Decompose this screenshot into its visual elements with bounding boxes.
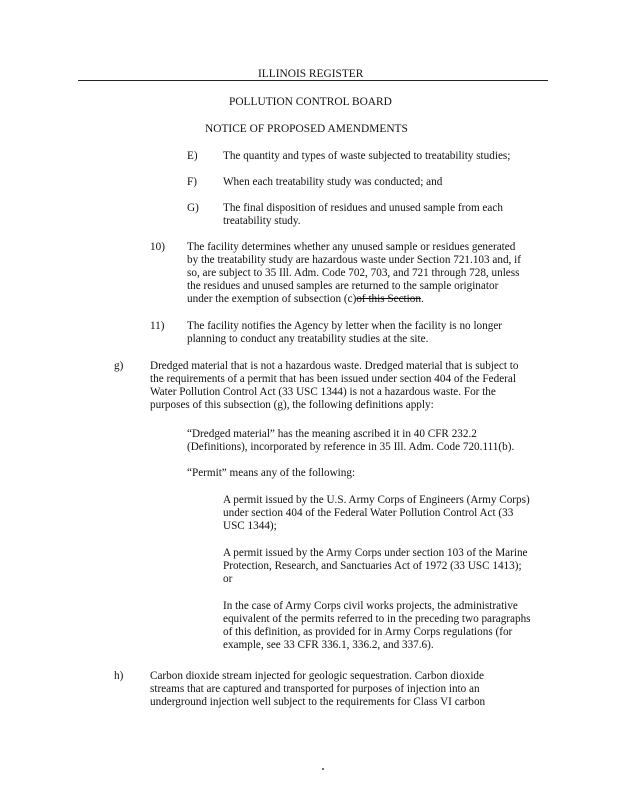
item-g-line: The final disposition of residues and unused sample from each — [223, 202, 503, 214]
struck-text: of this Section — [356, 293, 421, 305]
subsection-h-line: streams that are captured and transported for purposes of injection into an — [150, 683, 480, 695]
item-10-last-line — [187, 293, 424, 306]
scan-speck — [322, 768, 324, 770]
item-11-label: 11) — [150, 320, 165, 332]
header-rule — [78, 80, 548, 81]
subsection-h-line: Carbon dioxide stream injected for geologic sequestration. Carbon dioxide — [150, 670, 484, 682]
item-10-line: the residues and unused samples are returned to the sample originator — [187, 280, 499, 292]
permit-a-line: A permit issued by the U.S. Army Corps of Engineers (Army Corps) — [223, 494, 530, 506]
item-10-label: 10) — [150, 241, 165, 253]
permit-b-line: Protection, Research, and Sanctuaries Act of 1972 (33 USC 1413); — [223, 560, 522, 572]
permit-c-line: In the case of Army Corps civil works projects, the administrative — [223, 600, 518, 612]
notice-title: NOTICE OF PROPOSED AMENDMENTS — [205, 123, 408, 135]
subsection-g-line: Water Pollution Control Act (33 USC 1344) is not a hazardous waste. For the — [150, 386, 496, 398]
subsection-g-line: Dredged material that is not a hazardous waste. Dredged material that is subject to — [150, 360, 519, 372]
item-f-text: When each treatability study was conducted; and — [223, 176, 443, 188]
permit-b-line: or — [223, 573, 233, 585]
item-10-end: . — [420, 293, 424, 305]
permit-b-line: A permit issued by the Army Corps under section 103 of the Marine — [223, 547, 528, 559]
permit-definition: “Permit” means any of the following: — [187, 467, 356, 479]
item-10-line: so, are subject to 35 Ill. Adm. Code 702, 703, and 721 through 728, unless — [187, 267, 520, 279]
item-f-label: F) — [187, 176, 197, 188]
register-title: ILLINOIS REGISTER — [258, 68, 364, 80]
subsection-h-label: h) — [114, 670, 124, 682]
item-e-label: E) — [187, 150, 198, 162]
dredged-definition-line: (Definitions), incorporated by reference in 35 Ill. Adm. Code 720.111(b). — [187, 441, 515, 453]
permit-a-line: under section 404 of the Federal Water Pollution Control Act (33 — [223, 507, 514, 519]
item-g-line: treatability study. — [223, 215, 301, 227]
permit-c-line: example, see 33 CFR 336.1, 336.2, and 337.6). — [223, 639, 434, 651]
item-10-line: under the exemption of subsection (c) — [187, 293, 357, 305]
item-g-label: G) — [187, 202, 199, 214]
subsection-g-line: purposes of this subsection (g), the following definitions apply: — [150, 399, 434, 411]
board-title: POLLUTION CONTROL BOARD — [229, 96, 392, 108]
subsection-g-line: the requirements of a permit that has been issued under section 404 of the Federal — [150, 373, 516, 385]
subsection-h-line: underground injection well subject to the requirements for Class VI carbon — [150, 696, 486, 708]
item-10-line: The facility determines whether any unused sample or residues generated — [187, 241, 516, 253]
dredged-definition-line: “Dredged material” has the meaning ascribed it in 40 CFR 232.2 — [187, 428, 477, 440]
item-e-text: The quantity and types of waste subjected to treatability studies; — [223, 150, 511, 162]
subsection-g-label: g) — [114, 360, 124, 372]
permit-c-line: equivalent of the permits referred to in the preceding two paragraphs — [223, 613, 531, 625]
item-11-line: The facility notifies the Agency by letter when the facility is no longer — [187, 320, 503, 332]
permit-a-line: USC 1344); — [223, 520, 277, 532]
item-10-line: by the treatability study are hazardous waste under Section 721.103 and, if — [187, 254, 521, 266]
item-11-line: planning to conduct any treatability studies at the site. — [187, 333, 429, 345]
permit-c-line: of this definition, as provided for in Army Corps regulations (for — [223, 626, 513, 638]
